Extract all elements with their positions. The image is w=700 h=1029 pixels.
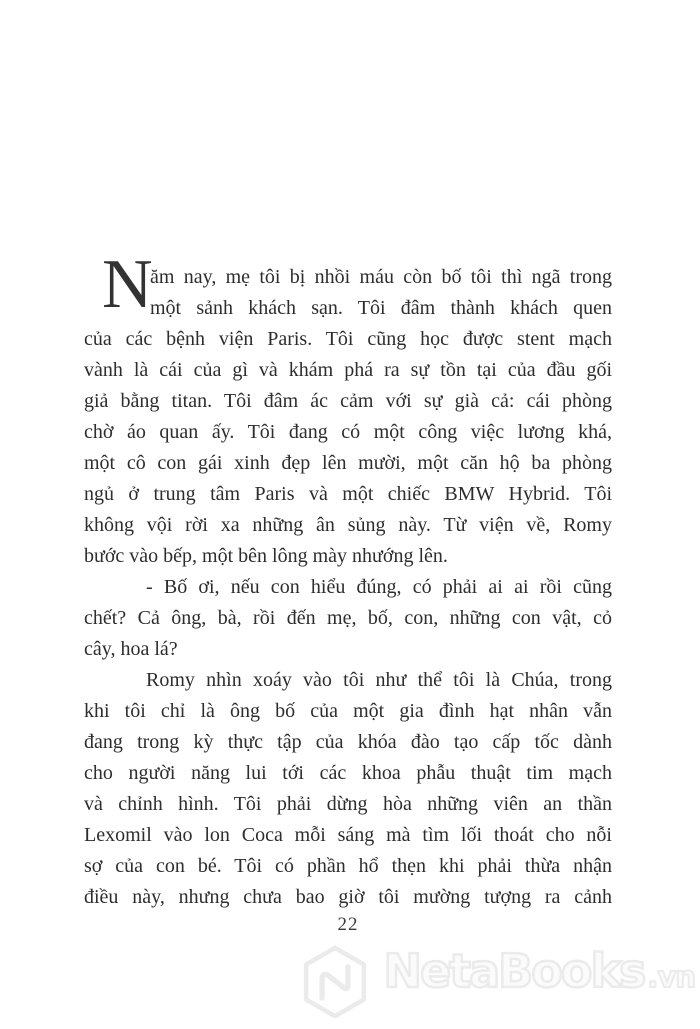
text-line: ăm nay, mẹ tôi bị nhồi máu còn bố tôi thì ngã trong [150, 266, 612, 288]
text-line: chờ áo quan ấy. Tôi đang có một công việc lương khá, [84, 421, 612, 443]
text-line: một cô con gái xinh đẹp lên mười, một căn hộ ba phòng [84, 452, 612, 474]
text-line: của các bệnh viện Paris. Tôi cũng học được stent mạch [84, 328, 612, 350]
text-line: chết? Cả ông, bà, rồi đến mẹ, bố, con, những con vật, cỏ [84, 607, 612, 629]
netabooks-watermark [297, 944, 695, 1025]
text-line: sợ của con bé. Tôi có phần hổ thẹn khi phải thừa nhận [84, 855, 612, 877]
text-line: ngủ ở trung tâm Paris và một chiếc BMW Hybrid. Tôi [84, 483, 612, 505]
text-line: điều này, nhưng chưa bao giờ tôi mường tượng ra cảnh [84, 886, 612, 908]
text-line: cho người năng lui tới các khoa phẫu thuật tim mạch [84, 762, 612, 784]
body-text-block [84, 246, 612, 913]
watermark-brand-text: NetaBooks [383, 944, 645, 998]
text-line: một sảnh khách sạn. Tôi đâm thành khách quen [150, 297, 612, 319]
watermark-suffix-text: .vn [647, 960, 695, 994]
text-line: và chỉnh hình. Tôi phải dừng hòa những viên an thần [84, 793, 612, 815]
page-number: 22 [337, 914, 359, 935]
text-line: vành là cái của gì và khám phá ra sự tồn tại của đầu gối [84, 359, 612, 381]
text-line: đang trong kỳ thực tập của khóa đào tạo cấp tốc dành [84, 731, 612, 753]
text-line: khi tôi chỉ là ông bố của một gia đình hạt nhân vẫn [84, 700, 612, 722]
netabooks-hexagon-n-logo-icon [297, 944, 373, 1025]
text-line: không vội rời xa những ân sủng này. Từ viện về, Romy [84, 514, 612, 536]
text-line: giả bằng titan. Tôi đâm ác cảm với sự già cả: cái phòng [84, 390, 612, 412]
text-line: Romy nhìn xoáy vào tôi như thể tôi là Chúa, trong [146, 669, 612, 691]
drop-cap-letter: N [102, 246, 153, 323]
text-line: Lexomil vào lon Coca mỗi sáng mà tìm lối thoát cho nỗi [84, 824, 612, 846]
text-line: - Bố ơi, nếu con hiểu đúng, có phải ai ai rồi cũng [146, 576, 612, 598]
text-line: bước vào bếp, một bên lông mày nhướng lên. [84, 545, 448, 567]
text-line: cây, hoa lá? [84, 638, 178, 660]
